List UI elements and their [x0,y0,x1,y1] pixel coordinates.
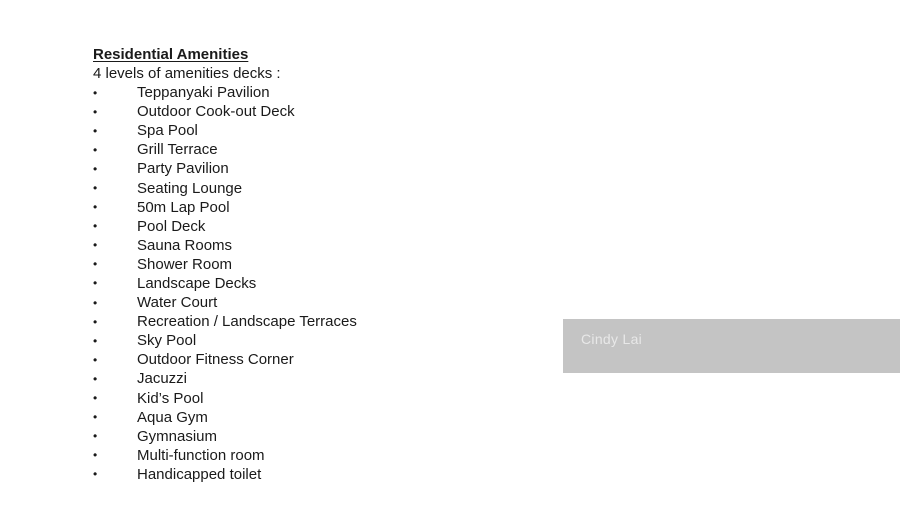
bullet-icon: • [93,238,98,253]
list-item [93,178,553,197]
bullet-icon: • [93,257,98,272]
bullet-icon: • [93,314,98,329]
amenity-label: Shower Room [137,255,233,273]
bullet-icon: • [93,429,98,444]
amenity-label: Jacuzzi [137,370,188,388]
bullet-icon: • [93,467,98,482]
list-item [93,236,553,255]
list-item [93,293,553,312]
bullet-icon: • [93,104,98,119]
amenity-label: Spa Pool [137,122,198,140]
bullet-icon: • [93,448,98,463]
amenity-label: Recreation / Landscape Terraces [137,313,357,331]
agent-name-banner [563,319,900,373]
amenity-label: Teppanyaki Pavilion [137,84,270,102]
list-item [93,389,553,408]
amenity-list [93,83,553,484]
bullet-icon: • [93,295,98,310]
bullet-icon: • [93,142,98,157]
list-item [93,312,553,331]
list-item [93,408,553,427]
list-item [93,140,553,159]
agent-name-watermark: Cindy Lai [581,331,643,347]
amenity-label: Grill Terrace [137,141,218,159]
amenity-label: Gymnasium [137,427,218,445]
list-item [93,369,553,388]
amenity-label: Sauna Rooms [137,236,233,254]
document-title: Residential Amenities [93,46,249,63]
list-item [93,427,553,446]
amenity-label: Outdoor Fitness Corner [137,351,294,369]
list-item [93,217,553,236]
amenity-label: Seating Lounge [137,179,243,197]
list-item [93,102,553,121]
list-item [93,350,553,369]
amenity-label: Sky Pool [137,332,197,350]
bullet-icon: • [93,219,98,234]
amenity-label: Kid’s Pool [137,389,204,407]
bullet-icon: • [93,333,98,348]
amenities-document [93,45,553,484]
bullet-icon: • [93,85,98,100]
bullet-icon: • [93,276,98,291]
amenity-label: Multi-function room [137,446,265,464]
list-item [93,446,553,465]
bullet-icon: • [93,391,98,406]
amenity-label: Party Pavilion [137,160,229,178]
bullet-icon: • [93,352,98,367]
amenity-label: Aqua Gym [137,408,208,426]
amenity-label: Water Court [137,294,218,312]
amenity-label: Handicapped toilet [137,465,262,483]
document-subtitle: 4 levels of amenities decks : [93,65,281,82]
amenity-label: Outdoor Cook-out Deck [137,103,295,121]
bullet-icon: • [93,410,98,425]
list-item [93,465,553,484]
list-item [93,159,553,178]
amenity-label: Landscape Decks [137,274,257,292]
bullet-icon: • [93,200,98,215]
amenity-label: Pool Deck [137,217,206,235]
list-item [93,198,553,217]
amenity-label: 50m Lap Pool [137,198,230,216]
list-item [93,121,553,140]
list-item [93,274,553,293]
list-item [93,255,553,274]
bullet-icon: • [93,123,98,138]
bullet-icon: • [93,371,98,386]
bullet-icon: • [93,181,98,196]
list-item [93,83,553,102]
list-item [93,331,553,350]
bullet-icon: • [93,161,98,176]
